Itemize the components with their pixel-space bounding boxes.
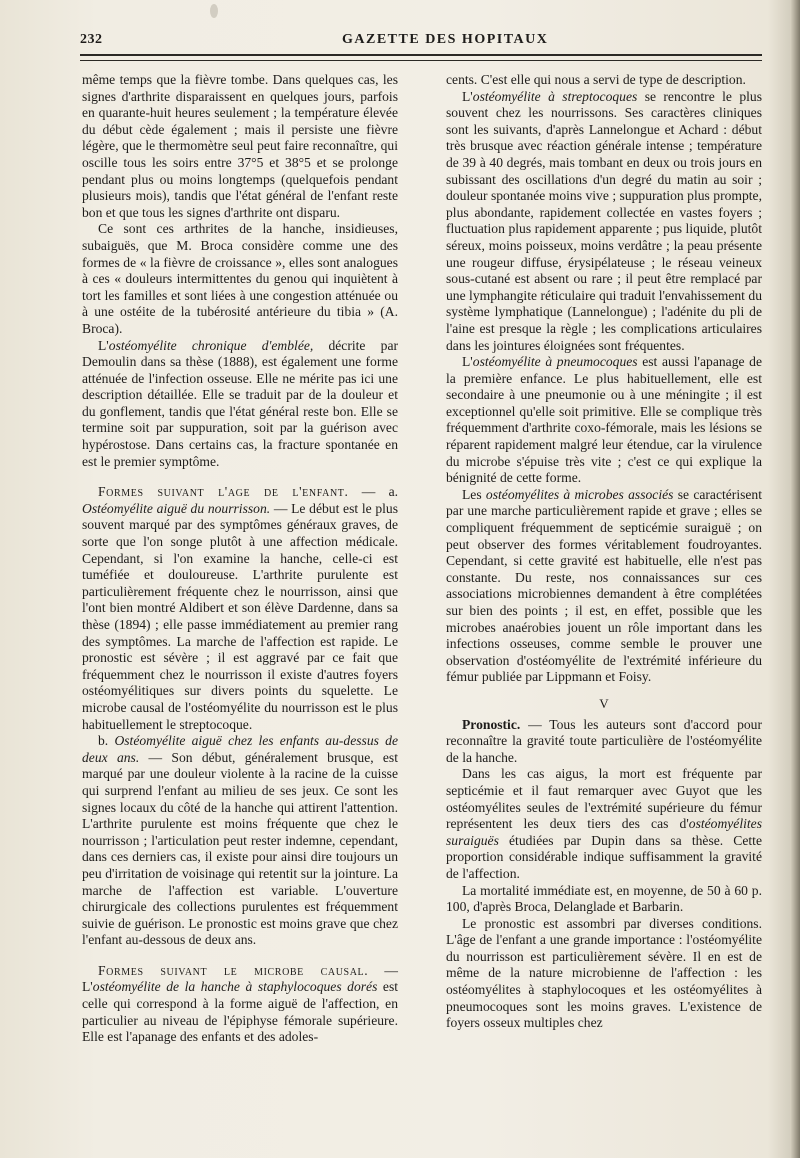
ink-stain (210, 4, 218, 18)
page-header (80, 30, 760, 52)
paragraph: L'ostéomyélite à streptocoques se rencontre le plus souvent chez les nourrissons. Ses caractères cliniques sont les suivants, d'après Lannelongue et Achard : début très brusque avec réaction générale intense ; température de 39 à 40 degrés, mais tombant en deux ou trois jours en subissant des oscillations d'un degré du matin au soir ; douleur spontanée moins vive ; suppuration plus prompte, plus abondante, rapidement collectée en vastes foyers ; fluctuation plus rapidement apparente ; pus liquide, plutôt séreux, moins poisseux, moins verdâtre ; la peau présente une rougeur diffuse, érysipélateuse ; le réseau veineux sous-cutané est absent ou rare ; il peut être remplacé par une lymphangite réticulaire qui traduit l'envahissement du système lymphatique (Lannelongue) ; l'adénite du pli de l'aine est presque la règle ; les complications articulaires dans les jointures éloignées sont fréquentes. (446, 88, 762, 353)
paragraph: Ce sont ces arthrites de la hanche, insidieuses, subaiguës, que M. Broca considère comme une des formes de « la fièvre de croissance », elles sont analogues à ces « douleurs intermittentes du genou qui inquiètent à tort les familles et sont liées à une congestion atténuée ou à une ostéite de la tubérosité antérieure du tibia » (A. Broca). (82, 221, 398, 336)
paragraph: L'ostéomyélite à pneumocoques est aussi l'apanage de la première enfance. Le plus habituellement, elle est secondaire à une pneumonie ou à une méningite ; il est exceptionnel qu'elle soit primitive. Elle se complique très fréquemment d'arthrite coxo-fémorale, mais les lésions se réparent rapidement malgré leur étendue, car la virulence du microbe s'épuise très vite ; c'est ce qui explique la bénignité de cette forme. (446, 354, 762, 486)
paragraph: Le pronostic est assombri par diverses conditions. L'âge de l'enfant a une grande importance : l'ostéomyélite du nourrisson est particulièrement sévère. Il en est de même de la nature microbienne de l'affection : les ostéomyélites à staphylocoques et les ostéomyélites à pneumocoques sont les moins graves. L'existence de foyers osseux multiples chez (446, 915, 762, 1031)
running-title: GAZETTE DES HOPITAUX (342, 32, 549, 47)
subheading: Pronostic. (462, 716, 521, 732)
page-number: 232 (80, 32, 103, 47)
paragraph: même temps que la fièvre tombe. Dans quelques cas, les signes d'arthrite disparaissent en quelques jours, parfois en quarante-huit heures seulement ; la température élevée du début cède également ; mais il persiste une fièvre légère, que le thermomètre seul peut faire reconnaître, qui oscille tous les soirs entre 37°5 et 38°5 et se prolonge pendant plus ou moins longtemps (quelquefois pendant plusieurs mois), tandis que l'état général de l'enfant reste bon et que tous les signes d'arthrite ont disparu. (82, 72, 398, 220)
paragraph: L'ostéomyélite chronique d'emblée, décrite par Demoulin dans sa thèse (1888), est également une forme atténuée de l'infection osseuse. Elle ne mérite pas ici une description détaillée. Elle se traduit par de la douleur et du gonflement, tandis que l'état général reste bon. Elle se termine soit par suppuration, soit par la guérison avec hypérostose. Dans certains cas, la fracture spontanée en est le premier symptôme. (82, 337, 398, 469)
subheading: Formes suivant l'age de l'enfant. (98, 484, 349, 500)
header-rule-thin (80, 60, 762, 61)
paragraph: Pronostic. — Tous les auteurs sont d'accord pour reconnaître la gravité toute particulière de l'ostéomyélite de la hanche. (446, 716, 762, 765)
paragraph: La mortalité immédiate est, en moyenne, de 50 à 60 p. 100, d'après Broca, Delanglade et Barbarin. (446, 882, 762, 915)
paragraph: b. Ostéomyélite aiguë chez les enfants au-dessus de deux ans. — Son début, généralement brusque, est marqué par une douleur violente à la racine de la cuisse qui surprend l'enfant au milieu de ses jeux. Ce sont les signes locaux du côté de la hanche qui attirent l'attention. L'arthrite purulente est moins fréquente que chez le nourrisson ; l'articulation peut rester indemne, cependant, dans ces derniers cas, il existe pour ainsi dire toujours un peu d'irritation de voisinage qui retentit sur la jointure. La marche de l'affection est variable. L'ouverture chirurgicale des collections purulentes est fréquemment suivie de guérison. Le pronostic est moins grave que chez l'enfant au-dessous de deux ans. (82, 733, 398, 948)
paragraph: Les ostéomyélites à microbes associés se caractérisent par une marche particulièrement rapide et grave ; elles se compliquent fréquemment de septicémie suraiguë ; on peut observer des formes véritablement foudroyantes. Cependant, si cette gravité est habituelle, elle n'est pas constante. Du reste, nos connaissances sur ces associations microbiennes demandent à être complétées sur bien des points ; il est, en effet, possible que les microbes anaérobies jouent un rôle important dans les infections osseuses, comme semble le prouver une observation d'ostéomyélite de l'extrémité inférieure du fémur publiée par Lippmann et Foisy. (446, 486, 762, 685)
header-rule (80, 54, 762, 56)
section-paragraph: Formes suivant le microbe causal. — L'ostéomyélite de la hanche à staphylocoques dorés est celle qui correspond à la forme aiguë de l'affection, en particulier au niveau de l'épiphyse fémorale supérieure. Elle est l'apanage des enfants et des adoles- (82, 962, 399, 1045)
left-column (82, 72, 398, 1046)
paragraph: cents. C'est elle qui nous a servi de type de description. (446, 72, 746, 87)
right-column (446, 72, 762, 1032)
subheading: Formes suivant le microbe causal. (98, 962, 369, 978)
section-paragraph: Formes suivant l'age de l'enfant. — a. Ostéomyélite aiguë du nourrisson. — Le début est le plus souvent marqué par des symptômes généraux graves, de sorte que l'on songe plutôt à une affection médicale. Cependant, si l'on examine la hanche, celle-ci est tuméfiée et douloureuse. L'arthrite purulente est particulièrement fréquente chez le nourrisson, ainsi que l'ont bien montré Aldibert et son élève Dardenne, dans sa thèse (1894) ; elle passe immédiatement au premier rang des symptômes. La marche de l'affection est rapide. Le pronostic est sévère ; il est aggravé par ce fait que fréquemment chez le nourrisson il existe d'autres foyers ostéomyélitiques sur divers points du squelette. Le microbe causal de l'ostéomyélite du nourrisson est le plus habituellement le streptocoque. (82, 484, 398, 732)
paragraph: Dans les cas aigus, la mort est fréquente par septicémie et il faut remarquer avec Guyot que les ostéomyélites seules de l'extrémité supérieure du fémur représentent les deux tiers des cas d'ostéomyélites suraiguës étudiées par Dupin dans sa thèse. Cette proportion considérable indique suffisamment la gravité de l'affection. (446, 766, 762, 881)
binding-edge (790, 0, 800, 1158)
section-number: V (599, 695, 609, 711)
